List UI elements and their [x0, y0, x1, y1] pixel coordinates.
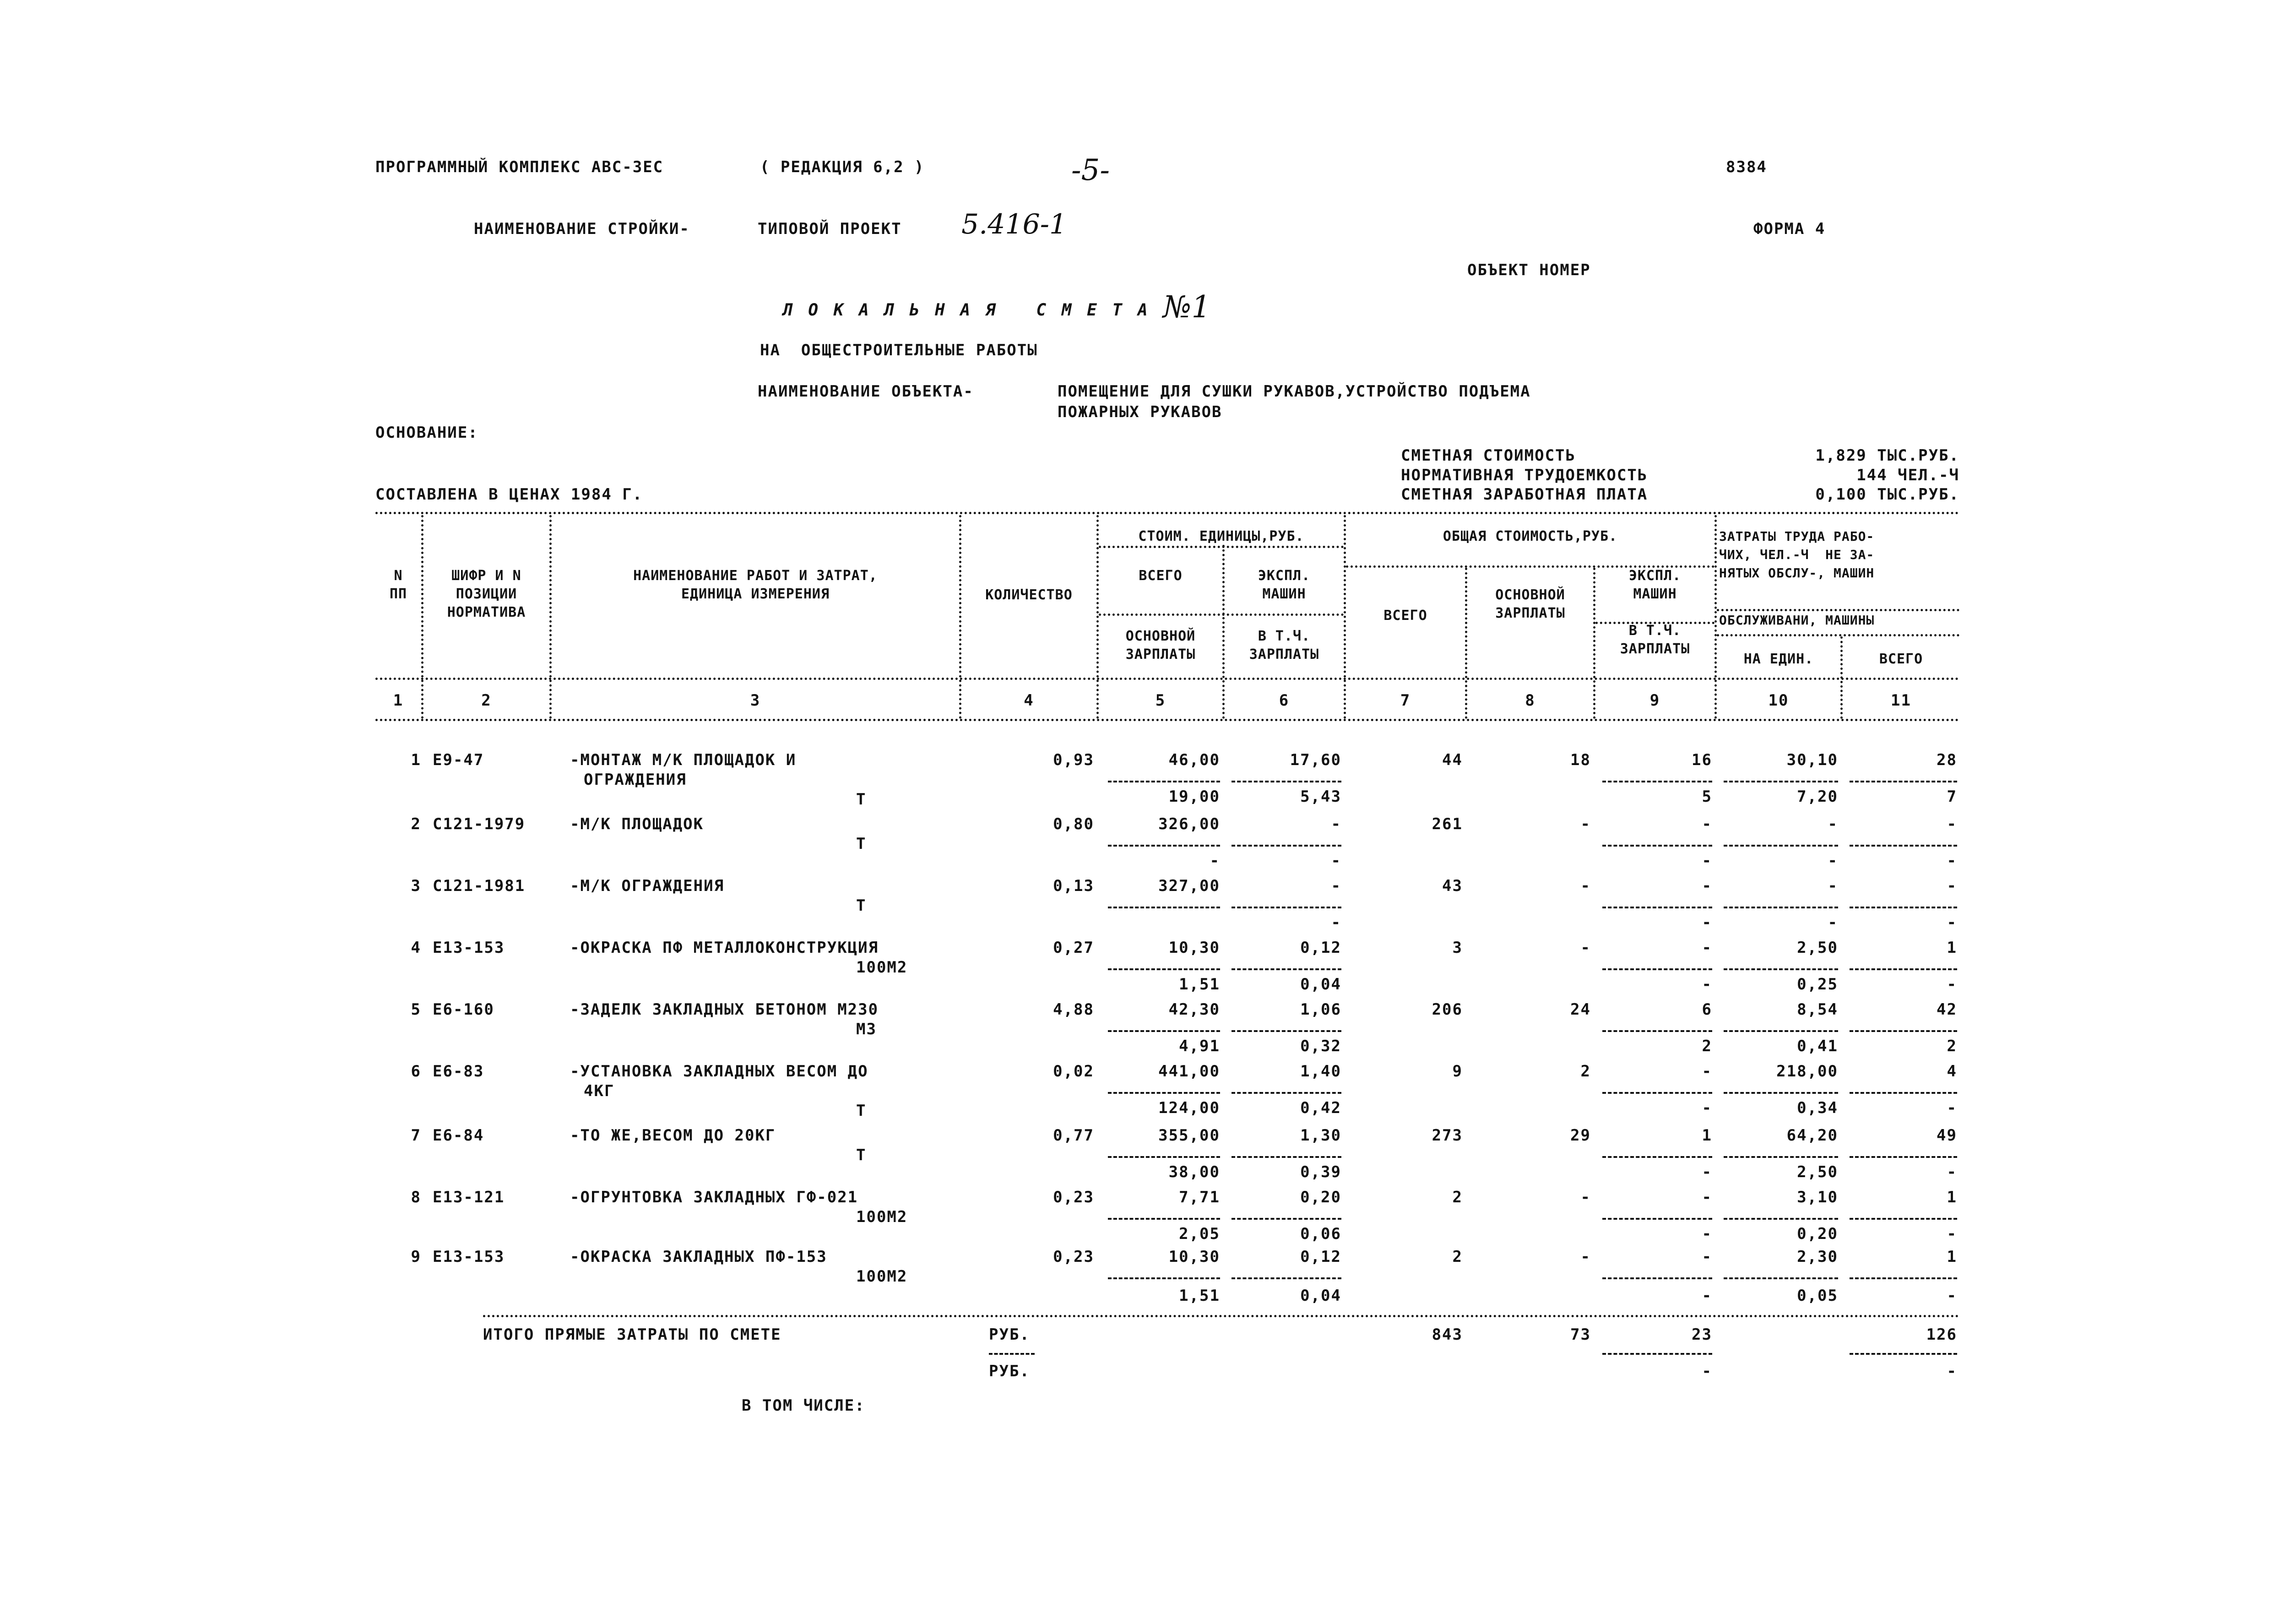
header-col6-top: ЭКСПЛ. МАШИН	[1258, 568, 1311, 602]
row-c5-wage: 1,51	[1179, 1287, 1220, 1305]
row-c7: 273	[1432, 1126, 1463, 1145]
header-unit-cost: СТОИМ. ЕДИНИЦЫ,РУБ.	[1138, 528, 1304, 544]
row-c6-wage: 0,42	[1300, 1099, 1341, 1117]
row-c10-wage: 0,41	[1797, 1037, 1838, 1055]
document-subtitle: НА ОБЩЕСТРОИТЕЛЬНЫЕ РАБОТЫ	[760, 341, 1038, 359]
row-c5: 327,00	[1158, 877, 1220, 895]
row-qty: 0,27	[1053, 939, 1094, 957]
row-c7: 2	[1452, 1248, 1463, 1266]
cell-rule	[1232, 845, 1341, 847]
row-c10-wage: 0,25	[1797, 975, 1838, 994]
col-sep	[1714, 515, 1717, 719]
cell-rule	[1108, 1092, 1220, 1094]
cell-rule	[1232, 968, 1341, 970]
row-number: 1	[411, 751, 421, 769]
row-unit: М3	[856, 1020, 877, 1038]
col-number: 10	[1768, 691, 1789, 710]
row-unit: 100М2	[856, 1208, 908, 1226]
row-number: 9	[411, 1248, 421, 1266]
estimate-number: №1	[1163, 289, 1211, 325]
header-col1: N ПП	[389, 568, 407, 602]
cell-rule	[1602, 1218, 1712, 1220]
row-c10: 64,20	[1786, 1126, 1838, 1145]
row-qty: 4,88	[1053, 1000, 1094, 1019]
row-code: С121-1981	[433, 877, 526, 895]
cell-rule	[1602, 907, 1712, 908]
cell-rule	[1232, 1092, 1341, 1094]
row-c9-wage: -	[1702, 1163, 1712, 1181]
header-col7: ВСЕГО	[1383, 608, 1427, 624]
construction-value: ТИПОВОЙ ПРОЕКТ	[758, 220, 902, 238]
cell-rule	[1232, 781, 1341, 782]
row-c6-wage: 5,43	[1300, 788, 1341, 806]
including-label: В ТОМ ЧИСЛЕ:	[742, 1396, 865, 1415]
header-col3: НАИМЕНОВАНИЕ РАБОТ И ЗАТРАТ, ЕДИНИЦА ИЗМЕРЕНИЯ	[633, 568, 878, 602]
summary-cost-value: 1,829 ТЫС.РУБ.	[1815, 446, 1959, 465]
row-c10-wage: -	[1828, 852, 1838, 870]
col-number: 7	[1400, 691, 1411, 710]
row-qty: 0,80	[1053, 815, 1094, 833]
row-c10-wage: 0,05	[1797, 1287, 1838, 1305]
table-top-rule	[375, 512, 1959, 514]
construction-label: НАИМЕНОВАНИЕ СТРОЙКИ-	[474, 220, 690, 238]
cell-rule	[1602, 1353, 1712, 1355]
row-c9: -	[1702, 1188, 1712, 1206]
header-total-cost: ОБЩАЯ СТОИМОСТЬ,РУБ.	[1443, 528, 1618, 544]
row-name: ОГРАЖДЕНИЯ	[584, 771, 687, 789]
row-c9-wage: -	[1702, 913, 1712, 932]
cell-rule	[1850, 968, 1957, 970]
summary-cost-label: СМЕТНАЯ СТОИМОСТЬ	[1401, 446, 1576, 465]
row-c5-wage: 2,05	[1179, 1225, 1220, 1243]
cell-rule	[1602, 781, 1712, 782]
col-sep	[549, 515, 552, 719]
cell-rule	[1108, 907, 1220, 908]
cell-rule	[1232, 1030, 1341, 1032]
row-c10: 2,50	[1797, 939, 1838, 957]
cell-rule	[1108, 845, 1220, 847]
col-sep	[959, 515, 961, 719]
row-c10-wage: 2,50	[1797, 1163, 1838, 1181]
cell-rule	[1232, 1156, 1341, 1158]
cell-rule	[1850, 1030, 1957, 1032]
cell-rule	[1232, 1277, 1341, 1279]
cell-rule	[1850, 907, 1957, 908]
totals-c7: 843	[1432, 1325, 1463, 1344]
row-c5: 10,30	[1168, 1248, 1220, 1266]
row-c6-wage: 0,39	[1300, 1163, 1341, 1181]
totals-c9-wage: -	[1702, 1362, 1712, 1380]
row-c6-wage: 0,06	[1300, 1225, 1341, 1243]
row-code: Е13-121	[433, 1188, 505, 1206]
row-name: -ТО ЖЕ,ВЕСОМ ДО 20КГ	[570, 1126, 776, 1145]
cell-rule	[1108, 1156, 1220, 1158]
cell-rule	[1232, 907, 1341, 908]
cell-rule	[1232, 1218, 1341, 1220]
prices-basis: СОСТАВЛЕНА В ЦЕНАХ 1984 Г.	[375, 485, 643, 504]
cell-rule	[1602, 1156, 1712, 1158]
row-c5: 326,00	[1158, 815, 1220, 833]
row-c11-wage: -	[1947, 1163, 1957, 1181]
row-c9: 6	[1702, 1000, 1712, 1019]
cell-rule	[1108, 1030, 1220, 1032]
cell-rule	[1724, 1092, 1838, 1094]
object-number-label: ОБЪЕКТ НОМЕР	[1467, 261, 1591, 279]
row-c6: 1,06	[1300, 1000, 1341, 1019]
header-labor-sub: ОБСЛУЖИВАНИ, МАШИНЫ	[1719, 613, 1875, 628]
row-c8: 2	[1580, 1062, 1591, 1081]
row-c9-wage: -	[1702, 975, 1712, 994]
cell-rule	[1850, 1218, 1957, 1220]
totals-unit-2: РУБ.	[989, 1362, 1030, 1380]
row-unit: Т	[856, 835, 867, 853]
cell-rule	[1724, 1218, 1838, 1220]
col-number: 8	[1525, 691, 1535, 710]
header-col9: ЭКСПЛ. МАШИН В Т.Ч. ЗАРПЛАТЫ	[1620, 568, 1690, 657]
row-c10-wage: 0,34	[1797, 1099, 1838, 1117]
header-col6-bottom: В Т.Ч. ЗАРПЛАТЫ	[1249, 628, 1319, 663]
cell-rule	[1602, 1092, 1712, 1094]
row-c8: -	[1580, 815, 1591, 833]
totals-rule	[483, 1315, 1959, 1317]
cell-rule	[1602, 968, 1712, 970]
row-c6-wage: 0,04	[1300, 975, 1341, 994]
row-c9: -	[1702, 877, 1712, 895]
cell-rule	[1602, 845, 1712, 847]
col-number: 5	[1155, 691, 1166, 710]
row-c10: -	[1828, 877, 1838, 895]
header-col10: НА ЕДИН.	[1743, 651, 1814, 667]
row-number: 4	[411, 939, 421, 957]
col-number: 9	[1649, 691, 1660, 710]
row-code: С121-1979	[433, 815, 526, 833]
row-c10: 30,10	[1786, 751, 1838, 769]
summary-labor-label: НОРМАТИВНАЯ ТРУДОЕМКОСТЬ	[1401, 466, 1648, 484]
row-qty: 0,02	[1053, 1062, 1094, 1081]
row-code: Е13-153	[433, 939, 505, 957]
row-c5-wage: 124,00	[1158, 1099, 1220, 1117]
row-qty: 0,13	[1053, 877, 1094, 895]
row-c11-wage: -	[1947, 1287, 1957, 1305]
row-c11: 49	[1937, 1126, 1957, 1145]
col-number: 1	[393, 691, 404, 710]
column-numbers-rule	[375, 719, 1959, 721]
row-c9: -	[1702, 939, 1712, 957]
row-c11-wage: -	[1947, 852, 1957, 870]
row-code: Е13-153	[433, 1248, 505, 1266]
cell-rule	[1724, 1156, 1838, 1158]
header-labor: ЗАТРАТЫ ТРУДА РАБО- ЧИХ, ЧЕЛ.-Ч НЕ ЗА- НЯТЫХ ОБСЛУ-, МАШИН	[1719, 529, 1875, 581]
row-c7: 206	[1432, 1000, 1463, 1019]
header-col5-bottom: ОСНОВНОЙ ЗАРПЛАТЫ	[1125, 628, 1196, 663]
row-c5: 355,00	[1158, 1126, 1220, 1145]
row-unit: Т	[856, 1102, 867, 1120]
row-c6: -	[1331, 815, 1341, 833]
row-c11: -	[1947, 877, 1957, 895]
header-col5-top: ВСЕГО	[1139, 568, 1183, 584]
row-code: Е6-83	[433, 1062, 484, 1081]
row-unit: Т	[856, 896, 867, 915]
row-code: Е6-160	[433, 1000, 494, 1019]
row-c9: 16	[1692, 751, 1712, 769]
row-number: 2	[411, 815, 421, 833]
cell-rule	[1724, 1277, 1838, 1279]
row-c6: 17,60	[1290, 751, 1341, 769]
row-c10: 3,10	[1797, 1188, 1838, 1206]
cell-rule	[1108, 781, 1220, 782]
cell-rule	[1724, 1030, 1838, 1032]
form-label: ФОРМА 4	[1753, 220, 1826, 238]
row-unit: Т	[856, 790, 867, 809]
row-c11-wage: 2	[1947, 1037, 1957, 1055]
cell-rule	[1724, 907, 1838, 908]
cell-rule	[1850, 781, 1957, 782]
row-c11: 1	[1947, 939, 1957, 957]
edition: ( РЕДАКЦИЯ 6,2 )	[760, 158, 925, 176]
unit-cost-rule	[1099, 546, 1344, 548]
summary-wages-label: СМЕТНАЯ ЗАРАБОТНАЯ ПЛАТА	[1401, 485, 1648, 504]
page-number: -5-	[1071, 153, 1110, 187]
row-c10: -	[1828, 815, 1838, 833]
row-c8: 29	[1570, 1126, 1591, 1145]
row-qty: 0,23	[1053, 1188, 1094, 1206]
row-c8: 18	[1570, 751, 1591, 769]
cell-rule	[1602, 1030, 1712, 1032]
cell-rule	[1850, 845, 1957, 847]
totals-c11-wage: -	[1947, 1362, 1957, 1380]
row-c5-wage: -	[1210, 852, 1220, 870]
header-col8: ОСНОВНОЙ ЗАРПЛАТЫ	[1495, 587, 1565, 621]
row-name: 4КГ	[584, 1082, 615, 1100]
row-c11: 4	[1947, 1062, 1957, 1081]
cell-rule	[1850, 1353, 1957, 1355]
object-value-line2: ПОЖАРНЫХ РУКАВОВ	[1058, 403, 1222, 421]
row-qty: 0,93	[1053, 751, 1094, 769]
row-c7: 44	[1442, 751, 1463, 769]
unit-cost-mid-rule	[1099, 614, 1344, 616]
row-c7: 3	[1452, 939, 1463, 957]
row-c6-wage: 0,32	[1300, 1037, 1341, 1055]
cell-rule	[1850, 1277, 1957, 1279]
row-name: -МОНТАЖ М/К ПЛОЩАДОК И	[570, 751, 797, 769]
row-c9-wage: -	[1702, 1287, 1712, 1305]
program-name: ПРОГРАММНЫЙ КОМПЛЕКС АВС-3ЕС	[375, 158, 664, 176]
row-c7: 9	[1452, 1062, 1463, 1081]
row-code: Е9-47	[433, 751, 484, 769]
totals-label: ИТОГО ПРЯМЫЕ ЗАТРАТЫ ПО СМЕТЕ	[483, 1325, 781, 1344]
row-qty: 0,77	[1053, 1126, 1094, 1145]
row-c6: 0,12	[1300, 939, 1341, 957]
row-c11-wage: 7	[1947, 788, 1957, 806]
row-code: Е6-84	[433, 1126, 484, 1145]
basis-label: ОСНОВАНИЕ:	[375, 424, 478, 442]
cell-rule	[1602, 1277, 1712, 1279]
document-title: Л О К А Л Ь Н А Я С М Е Т А	[783, 301, 1150, 320]
cell-rule	[1108, 1277, 1220, 1279]
col-number: 11	[1891, 691, 1911, 710]
row-c10: 2,30	[1797, 1248, 1838, 1266]
project-number: 5.416-1	[961, 208, 1067, 240]
row-c10-wage: 0,20	[1797, 1225, 1838, 1243]
col-number: 3	[750, 691, 761, 710]
row-number: 7	[411, 1126, 421, 1145]
row-c11-wage: -	[1947, 913, 1957, 932]
row-c5-wage: 4,91	[1179, 1037, 1220, 1055]
row-c9: -	[1702, 1248, 1712, 1266]
row-c8: -	[1580, 939, 1591, 957]
row-name: -ОКРАСКА ЗАКЛАДНЫХ ПФ-153	[570, 1248, 827, 1266]
row-number: 3	[411, 877, 421, 895]
doc-code: 8384	[1726, 158, 1767, 176]
row-c10: 218,00	[1776, 1062, 1838, 1081]
object-label: НАИМЕНОВАНИЕ ОБЪЕКТА-	[758, 382, 974, 401]
row-c7: 43	[1442, 877, 1463, 895]
cell-rule	[1850, 1092, 1957, 1094]
totals-unit: РУБ.	[989, 1325, 1030, 1344]
object-value-line1: ПОМЕЩЕНИЕ ДЛЯ СУШКИ РУКАВОВ,УСТРОЙСТВО ПОДЪЕМА	[1058, 382, 1531, 401]
row-c6: -	[1331, 877, 1341, 895]
row-c5: 10,30	[1168, 939, 1220, 957]
row-name: -ЗАДЕЛК ЗАКЛАДНЫХ БЕТОНОМ М230	[570, 1000, 879, 1019]
totals-c9: 23	[1692, 1325, 1712, 1344]
row-c5: 7,71	[1179, 1188, 1220, 1206]
row-unit: Т	[856, 1146, 867, 1164]
row-qty: 0,23	[1053, 1248, 1094, 1266]
row-c6-wage: -	[1331, 852, 1341, 870]
row-name: -ОГРУНТОВКА ЗАКЛАДНЫХ ГФ-021	[570, 1188, 858, 1206]
row-unit: 100М2	[856, 958, 908, 977]
row-c11: 28	[1937, 751, 1957, 769]
row-unit: 100М2	[856, 1267, 908, 1286]
row-c6: 1,30	[1300, 1126, 1341, 1145]
header-col4: КОЛИЧЕСТВО	[985, 587, 1073, 603]
row-number: 8	[411, 1188, 421, 1206]
summary-wages-value: 0,100 ТЫС.РУБ.	[1815, 485, 1959, 504]
row-c6: 0,12	[1300, 1248, 1341, 1266]
header-col11: ВСЕГО	[1879, 651, 1923, 667]
totals-c8: 73	[1570, 1325, 1591, 1344]
table-header-rule	[375, 678, 1959, 680]
summary-labor-value: 144 ЧЕЛ.-Ч	[1856, 466, 1959, 484]
row-c9-wage: -	[1702, 1099, 1712, 1117]
row-c8: -	[1580, 877, 1591, 895]
row-c6-wage: 0,04	[1300, 1287, 1341, 1305]
cell-rule	[1724, 781, 1838, 782]
row-c10-wage: -	[1828, 913, 1838, 932]
row-c5-wage: 19,00	[1168, 788, 1220, 806]
col-number: 2	[481, 691, 492, 710]
row-c10: 8,54	[1797, 1000, 1838, 1019]
row-c11: 1	[1947, 1188, 1957, 1206]
cell-rule	[1724, 968, 1838, 970]
row-c5-wage: 38,00	[1168, 1163, 1220, 1181]
cell-rule	[1724, 845, 1838, 847]
labor-rule-2	[1717, 634, 1959, 636]
row-name: -М/К ОГРАЖДЕНИЯ	[570, 877, 725, 895]
row-c9: 1	[1702, 1126, 1712, 1145]
row-c8: 24	[1570, 1000, 1591, 1019]
row-c6: 1,40	[1300, 1062, 1341, 1081]
row-c6: 0,20	[1300, 1188, 1341, 1206]
row-number: 6	[411, 1062, 421, 1081]
row-c5-wage: 1,51	[1179, 975, 1220, 994]
col-number: 6	[1279, 691, 1290, 710]
row-c9: -	[1702, 1062, 1712, 1081]
row-c5: 42,30	[1168, 1000, 1220, 1019]
row-c9-wage: -	[1702, 852, 1712, 870]
row-c10-wage: 7,20	[1797, 788, 1838, 806]
row-name: -М/К ПЛОЩАДОК	[570, 815, 704, 833]
row-c11: 42	[1937, 1000, 1957, 1019]
header-col2: ШИФР И N ПОЗИЦИИ НОРМАТИВА	[447, 568, 526, 620]
row-c7: 2	[1452, 1188, 1463, 1206]
row-c9-wage: 5	[1702, 788, 1712, 806]
row-c9-wage: -	[1702, 1225, 1712, 1243]
col-number: 4	[1024, 691, 1034, 710]
row-c11-wage: -	[1947, 1225, 1957, 1243]
row-c11-wage: -	[1947, 1099, 1957, 1117]
row-name: -ОКРАСКА ПФ МЕТАЛЛОКОНСТРУКЦИЯ	[570, 939, 879, 957]
row-c7: 261	[1432, 815, 1463, 833]
cell-rule	[1108, 1218, 1220, 1220]
row-c11: 1	[1947, 1248, 1957, 1266]
row-c8: -	[1580, 1188, 1591, 1206]
cell-rule	[1108, 968, 1220, 970]
cell-rule	[1850, 1156, 1957, 1158]
row-c6-wage: -	[1331, 913, 1341, 932]
row-c11: -	[1947, 815, 1957, 833]
cell-rule	[989, 1353, 1035, 1355]
row-c11-wage: -	[1947, 975, 1957, 994]
row-number: 5	[411, 1000, 421, 1019]
row-c5: 46,00	[1168, 751, 1220, 769]
totals-c11: 126	[1926, 1325, 1957, 1344]
row-name: -УСТАНОВКА ЗАКЛАДНЫХ ВЕСОМ ДО	[570, 1062, 868, 1081]
row-c8: -	[1580, 1248, 1591, 1266]
row-c5: 441,00	[1158, 1062, 1220, 1081]
row-c9-wage: 2	[1702, 1037, 1712, 1055]
row-c9: -	[1702, 815, 1712, 833]
